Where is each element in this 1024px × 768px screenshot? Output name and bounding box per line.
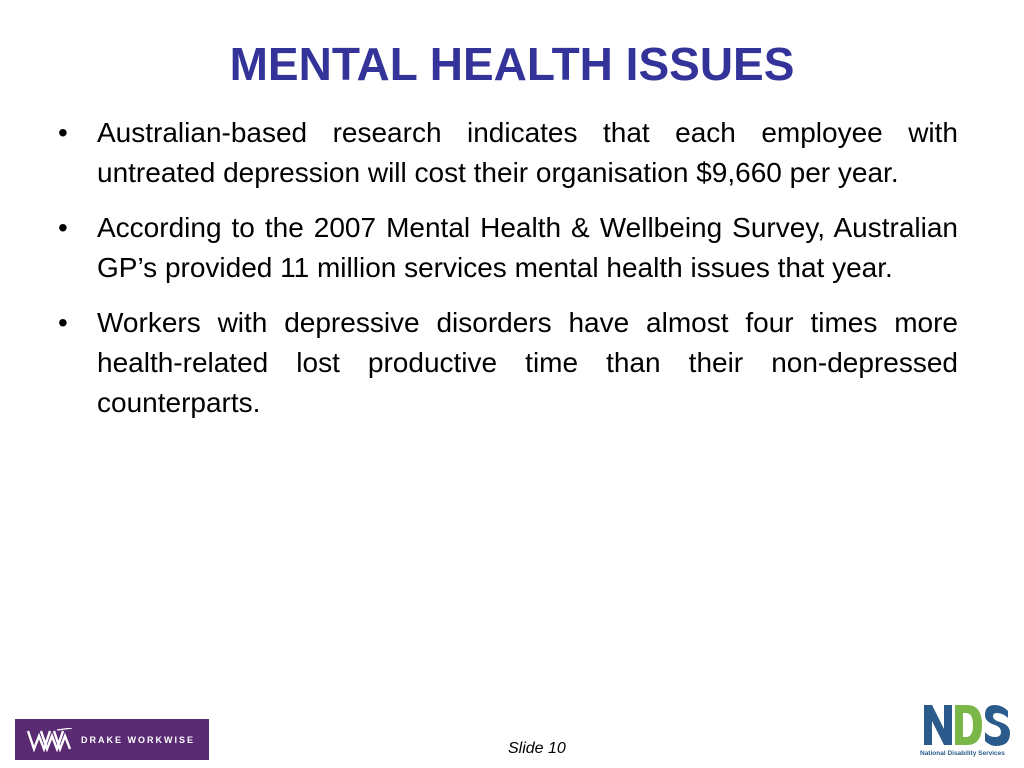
nds-logo: [918, 701, 1014, 761]
bullet-marker: •: [58, 212, 68, 243]
bullet-text: Australian-based research indicates that each employee with untreated depression will cost their organisation $9,660 per year.: [97, 117, 958, 188]
nds-logo-subtitle: National Disability Services: [920, 750, 1005, 757]
drake-w-logo-icon: [27, 728, 73, 752]
slide-title: MENTAL HEALTH ISSUES: [229, 38, 795, 90]
bullet-list: [58, 113, 958, 438]
drake-workwise-logo: [15, 719, 209, 760]
drake-logo-text: DRAKE WORKWISE: [81, 734, 195, 745]
bullet-item: [58, 303, 958, 423]
bullet-item: [58, 208, 958, 288]
slide-number: Slide 10: [508, 740, 566, 757]
bullet-marker: •: [58, 307, 68, 338]
nds-logo-icon: [922, 701, 1012, 747]
bullet-item: [58, 113, 958, 193]
bullet-text: According to the 2007 Mental Health & Wellbeing Survey, Australian GP’s provided 11 million services mental health issues that year.: [97, 212, 958, 283]
bullet-marker: •: [58, 117, 68, 148]
bullet-text: Workers with depressive disorders have almost four times more health-related lost productive time than their non-depressed counterparts.: [97, 307, 958, 418]
